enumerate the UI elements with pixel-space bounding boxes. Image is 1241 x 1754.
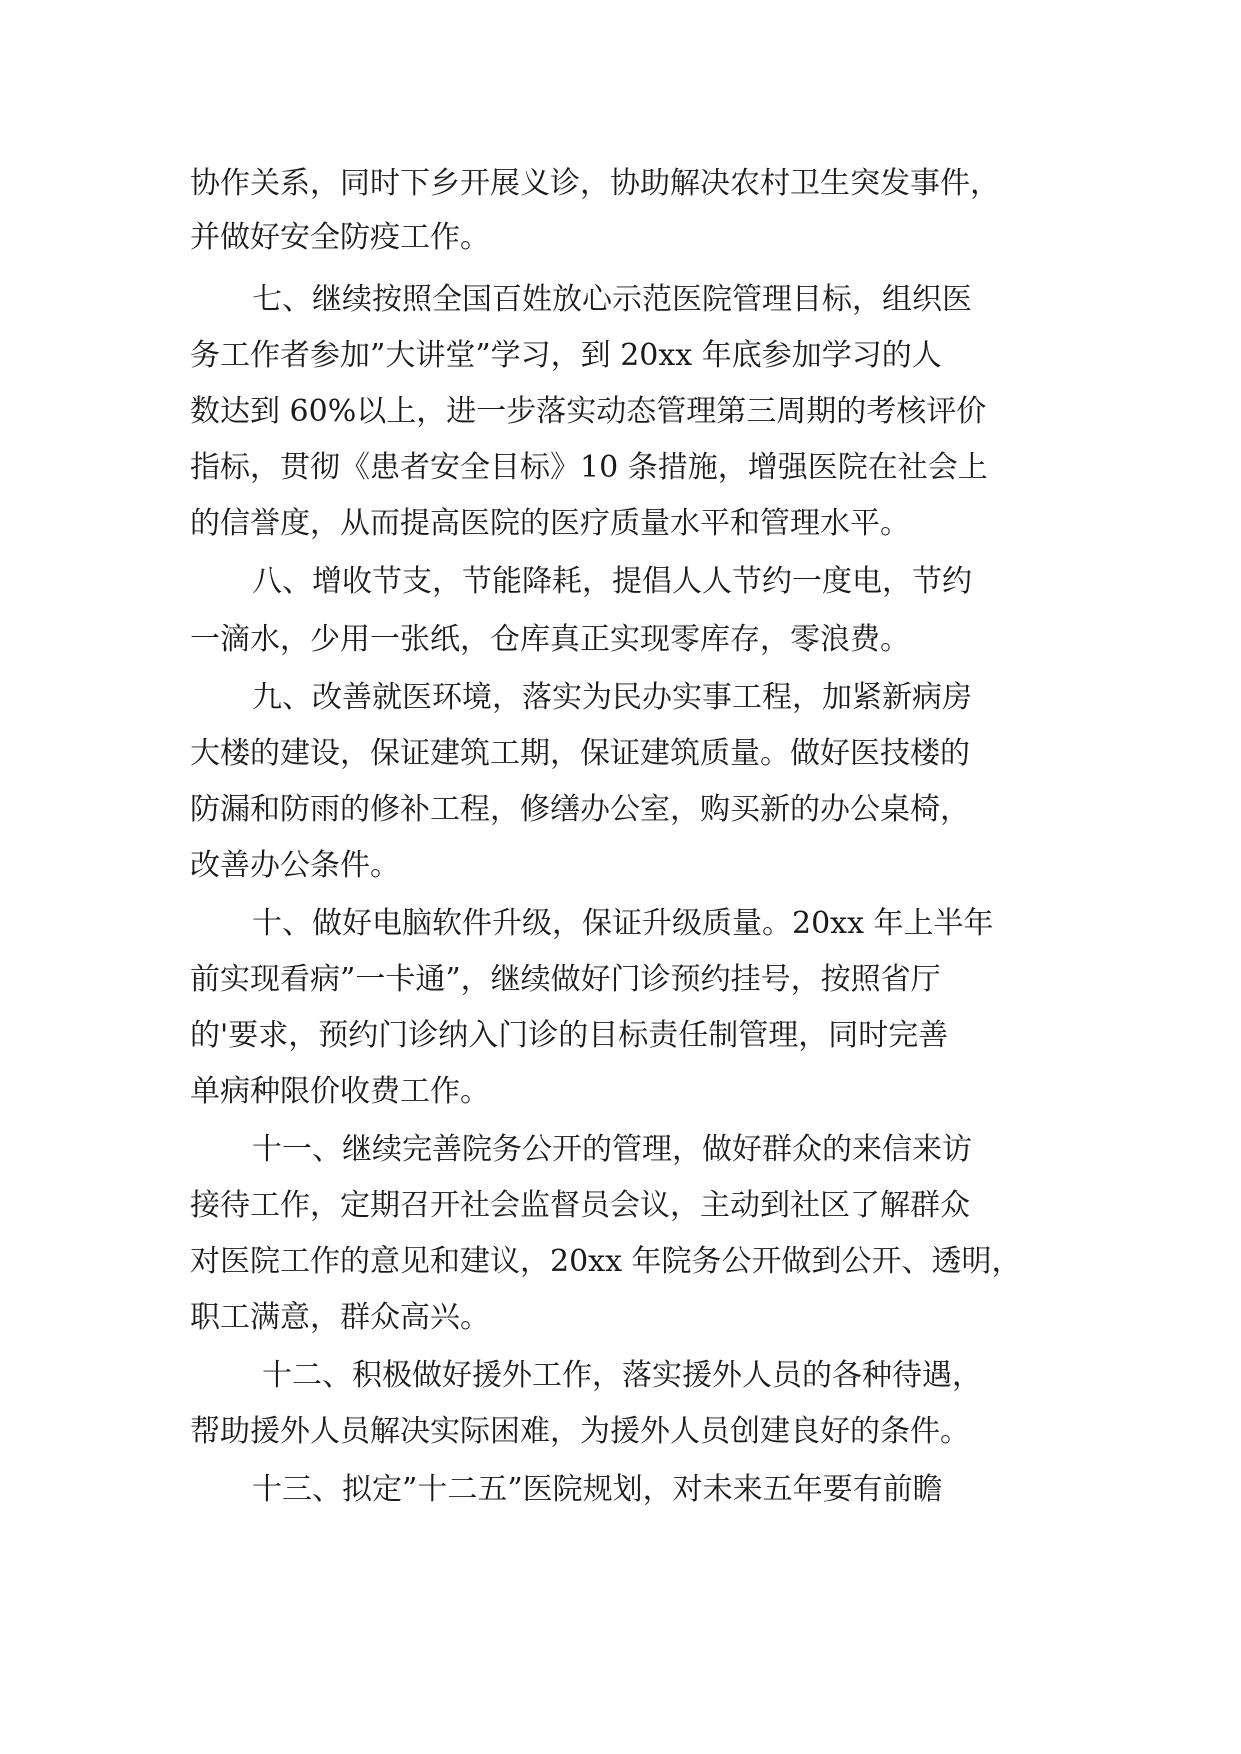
paragraph-7-start: 七、继续按照全国百姓放心示范医院管理目标，组织医: [252, 282, 972, 317]
text-line: 并做好安全防疫工作。: [190, 220, 490, 255]
paragraph-9-start: 九、改善就医环境，落实为民办实事工程，加紧新病房: [252, 680, 972, 715]
text-line: 单病种限价收费工作。: [190, 1074, 490, 1109]
text-line: 务工作者参加”大讲堂”学习，到 20xx 年底参加学习的人: [190, 338, 942, 373]
text-line: 前实现看病”一卡通”，继续做好门诊预约挂号，按照省厅: [190, 962, 941, 997]
paragraph-8-start: 八、增收节支，节能降耗，提倡人人节约一度电，节约: [252, 564, 972, 599]
text-line: 的信誉度，从而提高医院的医疗质量水平和管理水平。: [190, 506, 910, 541]
text-line: 大楼的建设，保证建筑工期，保证建筑质量。做好医技楼的: [190, 736, 970, 771]
text-line: 一滴水，少用一张纸，仓库真正实现零库存，零浪费。: [190, 622, 910, 657]
text-line: 指标，贯彻《患者安全目标》10 条措施，增强医院在社会上: [190, 450, 988, 485]
text-line: 的'要求，预约门诊纳入门诊的目标责任制管理，同时完善: [190, 1018, 949, 1053]
text-line: 改善办公条件。: [190, 848, 400, 883]
text-line: 对医院工作的意见和建议，20xx 年院务公开做到公开、透明，: [190, 1244, 1022, 1279]
paragraph-13-start: 十三、拟定”十二五”医院规划，对未来五年要有前瞻: [252, 1472, 943, 1507]
text-line: 防漏和防雨的修补工程，修缮办公室，购买新的办公桌椅，: [190, 792, 970, 827]
paragraph-10-start: 十、做好电脑软件升级，保证升级质量。20xx 年上半年: [252, 906, 994, 941]
text-line: 帮助援外人员解决实际困难，为援外人员创建良好的条件。: [190, 1414, 970, 1449]
text-line: 接待工作，定期召开社会监督员会议，主动到社区了解群众: [190, 1188, 970, 1223]
text-line: 职工满意，群众高兴。: [190, 1300, 490, 1335]
paragraph-11-start: 十一、继续完善院务公开的管理，做好群众的来信来访: [252, 1132, 972, 1167]
paragraph-12-start: 十二、积极做好援外工作，落实援外人员的各种待遇，: [262, 1358, 982, 1393]
text-line: 协作关系，同时下乡开展义诊，协助解决农村卫生突发事件，: [190, 166, 1000, 201]
text-line: 数达到 60%以上，进一步落实动态管理第三周期的考核评价: [190, 394, 987, 429]
